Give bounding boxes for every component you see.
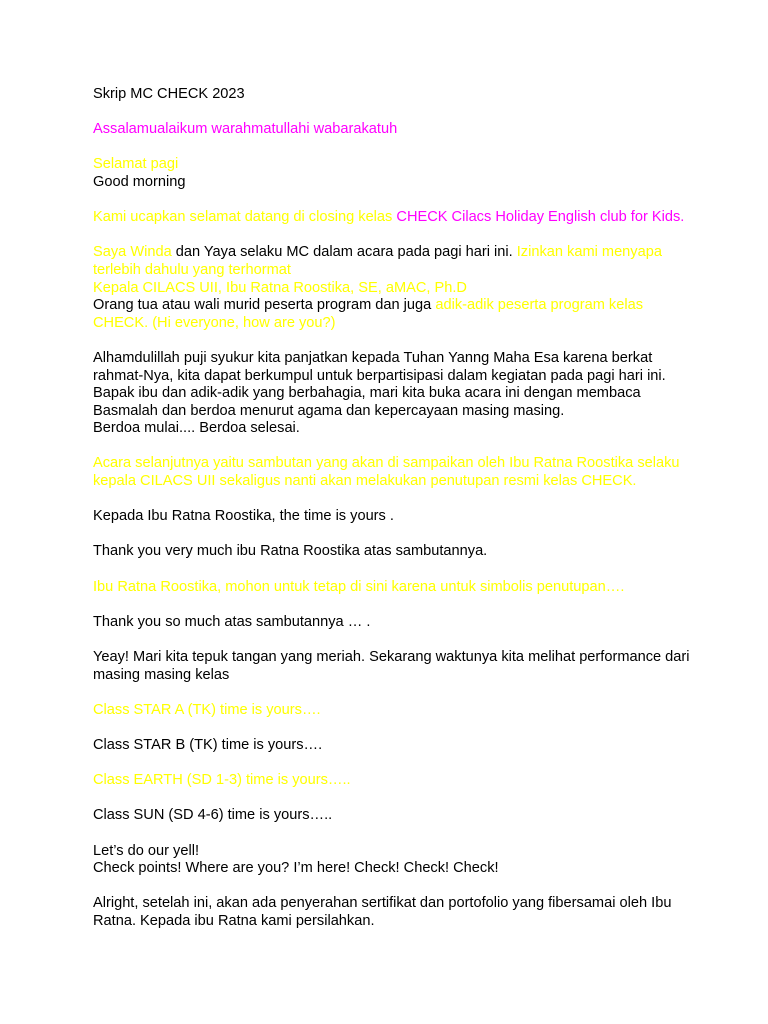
intro-e: Orang tua atau wali murid peserta program dan juga <box>93 297 436 314</box>
prayer-a: Alhamdulillah puji syukur kita panjatkan kepada Tuhan Yanng Maha Esa karena berkat rahmat-Nya, kita dapat berkumpul untuk berpartisipasi dalam kegiatan pada pagi hari ini. Bapak ibu dan adik-adik yang berbahagia, mari kita buka acara ini dengan membaca Basmalah dan berdoa menurut agama dan kepercayaan masing masing. <box>93 349 666 419</box>
intro-c: Izinkan kami menyapa terlebih dahulu yang terhormat <box>93 244 662 278</box>
morning-id: Selamat pagi <box>93 156 179 173</box>
closing-paragraph: Alright, setelah ini, akan ada penyerahan sertifikat dan portofolio yang fibersamai oleh Ibu Ratna. Kepada ibu Ratna kami persilahkan. <box>93 895 672 929</box>
thanks-so-much-paragraph: Thank you so much atas sambutannya … . <box>93 613 371 630</box>
welcome-paragraph <box>93 209 693 227</box>
document-page <box>93 86 693 948</box>
intro-paragraph <box>93 244 693 332</box>
welcome-c: . <box>680 209 685 226</box>
intro-d: Kepala CILACS UII, Ibu Ratna Roostika, SE, aMAC, Ph.D <box>93 279 467 296</box>
class-star-a: Class STAR A (TK) time is yours…. <box>93 701 321 718</box>
welcome-b: CHECK Cilacs Holiday English club for Kids <box>396 209 681 226</box>
intro-b: dan Yaya selaku MC dalam acara pada pagi hari ini. <box>175 244 517 261</box>
yell-paragraph <box>93 843 693 878</box>
greeting: Assalamualaikum warahmatullahi wabarakatuh <box>93 121 398 138</box>
morning-greeting <box>93 156 693 191</box>
yell-b: Check points! Where are you? I’m here! Check! Check! Check! <box>93 860 499 877</box>
to-ratna-paragraph: Kepada Ibu Ratna Roostika, the time is yours . <box>93 508 394 525</box>
welcome-a: Kami ucapkan selamat datang di closing kelas <box>93 209 397 226</box>
next-event-paragraph: Acara selanjutnya yaitu sambutan yang akan di sampaikan oleh Ibu Ratna Roostika selaku kepala CILACS UII sekaligus nanti akan melakukan penutupan resmi kelas CHECK. <box>93 455 680 490</box>
prayer-b: Berdoa mulai.... Berdoa selesai. <box>93 420 300 437</box>
morning-en: Good morning <box>93 173 186 190</box>
class-star-b: Class STAR B (TK) time is yours…. <box>93 736 323 753</box>
stay-paragraph: Ibu Ratna Roostika, mohon untuk tetap di sini karena untuk simbolis penutupan…. <box>93 578 625 595</box>
intro-f: adik-adik peserta program kelas CHECK. (Hi everyone, how are you?) <box>93 297 643 331</box>
class-sun: Class SUN (SD 4-6) time is yours….. <box>93 807 333 824</box>
yell-a: Let’s do our yell! <box>93 842 200 859</box>
class-earth: Class EARTH (SD 1-3) time is yours….. <box>93 772 351 789</box>
yeay-paragraph: Yeay! Mari kita tepuk tangan yang meriah. Sekarang waktunya kita melihat performance dari masing masing kelas <box>93 649 690 683</box>
prayer-paragraph <box>93 350 693 438</box>
intro-a: Saya Winda <box>93 244 176 261</box>
document-title: Skrip MC CHECK 2023 <box>93 86 245 102</box>
thanks-ratna-paragraph: Thank you very much ibu Ratna Roostika atas sambutannya. <box>93 543 488 560</box>
